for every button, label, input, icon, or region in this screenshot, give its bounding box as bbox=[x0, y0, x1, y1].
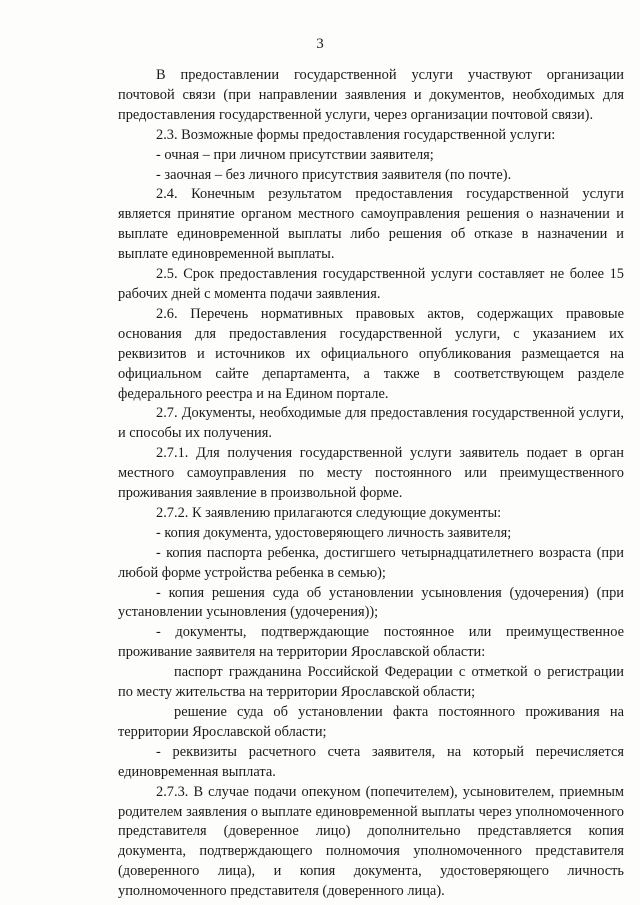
page-number: 3 bbox=[316, 36, 324, 52]
paragraph: - очная – при личном присутствии заявителя; bbox=[156, 146, 434, 163]
paragraph: 2.4. Конечным результатом предоставления государственной услуги является принятие органом местного самоуправления решения о назначении и выплате единовременной выплаты либо решения об отказе в назначении и выплате единовременной выплаты. bbox=[118, 186, 624, 263]
paragraph: паспорт гражданина Российской Федерации с отметкой о регистрации по месту жительства на территории Ярославской области; bbox=[118, 664, 624, 701]
paragraph: - документы, подтверждающие постоянное или преимущественное проживание заявителя на территории Ярославской области: bbox=[118, 624, 624, 661]
paragraph: 2.5. Срок предоставления государственной услуги составляет не более 15 рабочих дней с момента подачи заявления. bbox=[118, 266, 624, 302]
paragraph: 2.6. Перечень нормативных правовых актов, содержащих правовые основания для предоставления государственной услуги, с указанием их реквизитов и источников их официального опубликования размещается на официальном сайте департамента, а также в соответствующем разделе федерального реестра и на Едином портале. bbox=[118, 305, 624, 402]
paragraph: - заочная – без личного присутствия заявителя (по почте). bbox=[156, 166, 512, 183]
paragraph: 2.7. Документы, необходимые для предоставления государственной услуги, и способы их получения. bbox=[118, 405, 624, 442]
paragraph: - реквизиты расчетного счета заявителя, на который перечисляется единовременная выплата. bbox=[118, 743, 624, 780]
paragraph: 2.7.1. Для получения государственной услуги заявитель подает в орган местного самоуправления по месту постоянного или преимущественного проживания заявление в произвольной форме. bbox=[118, 445, 624, 502]
document-body bbox=[118, 66, 624, 902]
paragraph: 2.7.3. В случае подачи опекуном (попечителем), усыновителем, приемным родителем заявления о выплате единовременной выплаты через уполномоченного представителя (доверенное лицо) дополнительно представляется копия документа, подтверждающего полномочия уполномоченного представителя (доверенного лица), и копия документа, удостоверяющего личность уполномоченного представителя (доверенного лица). bbox=[118, 783, 624, 900]
paragraph: 2.7.2. К заявлению прилагаются следующие документы: bbox=[156, 504, 502, 521]
paragraph: - копия решения суда об установлении усыновления (удочерения) (при установлении усыновления (удочерения)); bbox=[118, 584, 624, 621]
paragraph: В предоставлении государственной услуги участвуют организации почтовой связи (при направлении заявления и документов, необходимых для предоставления государственной услуги, через организации почтовой связи). bbox=[118, 67, 624, 123]
paragraph: 2.3. Возможные формы предоставления государственной услуги: bbox=[156, 126, 556, 143]
paragraph: решение суда об установлении факта постоянного проживания на территории Ярославской области; bbox=[118, 704, 624, 740]
paragraph: - копия паспорта ребенка, достигшего четырнадцатилетнего возраста (при любой форме устройства ребенка в семью); bbox=[118, 544, 624, 581]
paragraph: - копия документа, удостоверяющего личность заявителя; bbox=[156, 524, 512, 541]
